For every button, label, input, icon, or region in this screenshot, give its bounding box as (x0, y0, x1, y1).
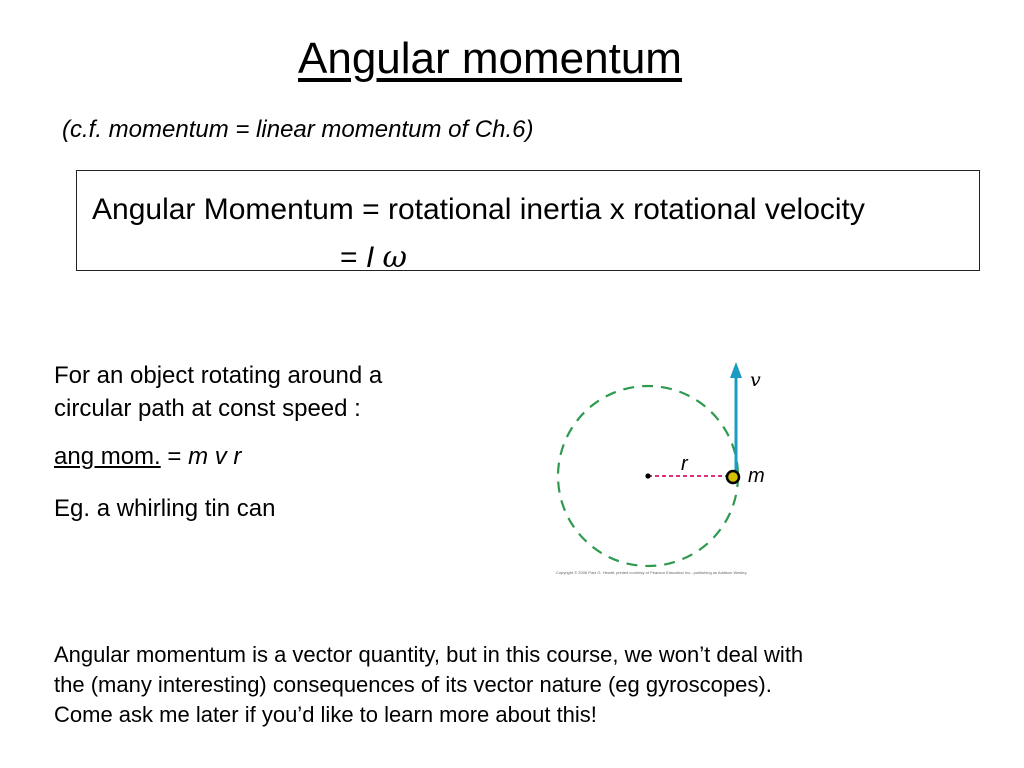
formula-equals: = (160, 443, 189, 470)
note-line-3: Come ask me later if you’d like to learn more about this! (54, 702, 597, 727)
example-text: Eg. a whirling tin can (54, 495, 276, 522)
formula-label: ang mom. (54, 443, 161, 470)
mass-label: m (748, 465, 765, 487)
note-line-1: Angular momentum is a vector quantity, but in this course, we won’t deal with (54, 642, 804, 667)
slide-subtitle: (c.f. momentum = linear momentum of Ch.6) (62, 116, 534, 143)
velocity-arrowhead (730, 362, 742, 378)
velocity-label: v (750, 369, 761, 391)
slide-title: Angular momentum (298, 34, 682, 83)
definition-line-1: Angular Momentum = rotational inertia x rotational velocity (92, 193, 865, 226)
vector-note (54, 640, 954, 730)
circular-description (54, 359, 474, 425)
definition-equals: = (340, 241, 366, 274)
ang-mom-formula (54, 443, 241, 471)
center-point (645, 473, 650, 478)
rotation-diagram (540, 350, 800, 580)
circular-line-1: For an object rotating around a (54, 362, 383, 389)
note-line-2: the (many interesting) consequences of its vector nature (eg gyroscopes). (54, 672, 772, 697)
omega-symbol: ω (382, 240, 408, 275)
radius-label: r (681, 453, 688, 475)
diagram-copyright: Copyright © 2006 Paul G. Hewitt, printed courtesy of Pearson Education Inc., publishing as Addison Wesley. (556, 570, 748, 575)
definition-line-2 (340, 240, 407, 275)
mass-ball (727, 471, 739, 483)
inertia-symbol: I (365, 241, 375, 274)
formula-expression: m v r (188, 443, 242, 470)
circular-line-2: circular path at const speed : (54, 395, 361, 422)
